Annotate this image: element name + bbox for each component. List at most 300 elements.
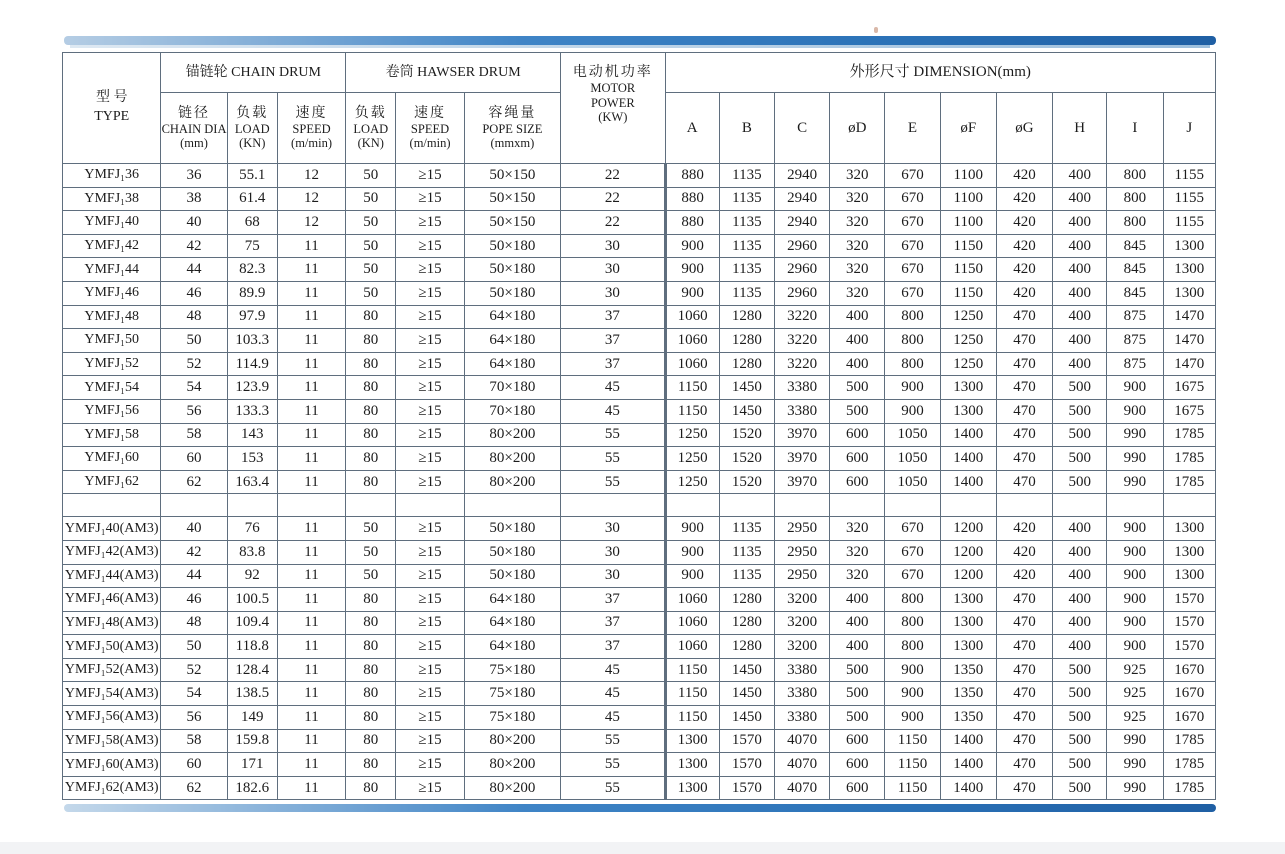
table-cell: 1300 xyxy=(940,399,996,423)
dimension-header: 外形尺寸 DIMENSION(mm) xyxy=(665,53,1215,93)
top-accent-shadow xyxy=(70,45,1210,48)
table-cell: ≥15 xyxy=(396,776,464,800)
table-cell: 50 xyxy=(346,258,396,282)
table-cell: 60 xyxy=(161,447,227,471)
table-cell: 80×200 xyxy=(464,470,560,494)
table-cell: 500 xyxy=(1053,776,1107,800)
table-cell: 500 xyxy=(1053,729,1107,753)
rope-size-unit: (mmxm) xyxy=(490,136,535,151)
hawser-load-unit: (KN) xyxy=(357,136,384,151)
table-cell: 30 xyxy=(561,258,665,282)
top-accent-bar xyxy=(64,36,1216,45)
table-cell: 1785 xyxy=(1163,729,1215,753)
table-cell: ≥15 xyxy=(396,588,464,612)
table-cell: 900 xyxy=(1107,611,1163,635)
table-cell: 30 xyxy=(561,234,665,258)
table-cell: 400 xyxy=(830,305,885,329)
table-cell: 470 xyxy=(996,376,1052,400)
table-cell: 11 xyxy=(277,234,345,258)
chain-speed-unit: (m/min) xyxy=(291,136,333,151)
table-cell: 1300 xyxy=(1163,564,1215,588)
table-cell: 400 xyxy=(1053,352,1107,376)
table-cell: 80 xyxy=(346,470,396,494)
table-cell: 4070 xyxy=(774,729,829,753)
table-cell: 1450 xyxy=(719,399,774,423)
model-cell: YMFJ₁50(AM3) xyxy=(63,635,161,659)
table-cell: 55 xyxy=(561,447,665,471)
table-cell: 22 xyxy=(561,211,665,235)
table-cell: 1450 xyxy=(719,706,774,730)
table-cell: ≥15 xyxy=(396,164,464,188)
dim-header-a: A xyxy=(665,93,719,164)
empty-cell xyxy=(830,494,885,517)
table-cell: 1250 xyxy=(665,470,719,494)
table-cell: 990 xyxy=(1107,447,1163,471)
table-cell: 1570 xyxy=(1163,588,1215,612)
table-cell: 2960 xyxy=(774,234,829,258)
table-cell: 50 xyxy=(161,329,227,353)
table-cell: 80 xyxy=(346,658,396,682)
table-cell: 30 xyxy=(561,281,665,305)
table-cell: 420 xyxy=(996,187,1052,211)
table-cell: 1100 xyxy=(940,164,996,188)
table-cell: 875 xyxy=(1107,352,1163,376)
table-cell: ≥15 xyxy=(396,376,464,400)
model-cell: YMFJ₁50 xyxy=(63,329,161,353)
table-row xyxy=(63,540,1216,564)
table-cell: 3380 xyxy=(774,682,829,706)
table-cell: 1785 xyxy=(1163,423,1215,447)
chain-speed-en: SPEED xyxy=(292,121,331,136)
table-cell: 80 xyxy=(346,423,396,447)
table-cell: 1200 xyxy=(940,564,996,588)
hawser-drum-header: 卷筒 HAWSER DRUM xyxy=(346,53,561,93)
table-cell: 4070 xyxy=(774,776,829,800)
table-row xyxy=(63,729,1216,753)
table-cell: ≥15 xyxy=(396,187,464,211)
table-cell: 3200 xyxy=(774,611,829,635)
table-cell: 55 xyxy=(561,776,665,800)
table-cell: 800 xyxy=(1107,164,1163,188)
table-cell: 37 xyxy=(561,352,665,376)
table-cell: 1135 xyxy=(719,517,774,541)
table-cell: 400 xyxy=(1053,611,1107,635)
table-cell: 670 xyxy=(885,564,940,588)
table-cell: 3200 xyxy=(774,635,829,659)
table-cell: 1670 xyxy=(1163,658,1215,682)
chain-dia-unit: (mm) xyxy=(180,136,208,151)
table-cell: 1150 xyxy=(665,376,719,400)
table-cell: 1670 xyxy=(1163,682,1215,706)
table-cell: 80 xyxy=(346,352,396,376)
table-cell: 1400 xyxy=(940,729,996,753)
table-cell: 600 xyxy=(830,423,885,447)
table-cell: 500 xyxy=(1053,682,1107,706)
dim-header-g: øG xyxy=(996,93,1052,164)
table-cell: 470 xyxy=(996,423,1052,447)
table-cell: 50×180 xyxy=(464,564,560,588)
table-cell: 3380 xyxy=(774,376,829,400)
table-cell: 46 xyxy=(161,588,227,612)
table-cell: 470 xyxy=(996,588,1052,612)
table-cell: ≥15 xyxy=(396,635,464,659)
table-cell: 22 xyxy=(561,164,665,188)
table-cell: 1400 xyxy=(940,753,996,777)
table-cell: 92 xyxy=(227,564,277,588)
motor-header-en2: POWER xyxy=(590,95,635,110)
table-cell: 420 xyxy=(996,211,1052,235)
table-cell: 1675 xyxy=(1163,376,1215,400)
table-cell: 80 xyxy=(346,305,396,329)
table-cell: 1300 xyxy=(1163,281,1215,305)
table-cell: 900 xyxy=(1107,517,1163,541)
table-cell: ≥15 xyxy=(396,470,464,494)
table-cell: 800 xyxy=(885,635,940,659)
table-cell: 1100 xyxy=(940,187,996,211)
empty-cell xyxy=(227,494,277,517)
table-cell: 1050 xyxy=(885,423,940,447)
table-cell: 1470 xyxy=(1163,329,1215,353)
table-cell: 80 xyxy=(346,329,396,353)
empty-cell xyxy=(1053,494,1107,517)
table-cell: 670 xyxy=(885,187,940,211)
table-cell: 900 xyxy=(885,658,940,682)
model-cell: YMFJ₁54(AM3) xyxy=(63,682,161,706)
table-cell: 123.9 xyxy=(227,376,277,400)
table-cell: 1670 xyxy=(1163,706,1215,730)
model-cell: YMFJ₁56(AM3) xyxy=(63,706,161,730)
table-cell: 1300 xyxy=(940,611,996,635)
table-cell: 38 xyxy=(161,187,227,211)
table-row xyxy=(63,352,1216,376)
table-cell: 1250 xyxy=(665,447,719,471)
table-cell: 80 xyxy=(346,729,396,753)
table-cell: 11 xyxy=(277,753,345,777)
table-row xyxy=(63,399,1216,423)
table-cell: 800 xyxy=(885,611,940,635)
table-cell: 1300 xyxy=(1163,517,1215,541)
table-cell: 68 xyxy=(227,211,277,235)
table-cell: 42 xyxy=(161,234,227,258)
hawser-speed-header xyxy=(396,93,464,164)
table-cell: 12 xyxy=(277,164,345,188)
dim-header-f: øF xyxy=(940,93,996,164)
table-cell: 83.8 xyxy=(227,540,277,564)
table-row xyxy=(63,658,1216,682)
table-cell: 470 xyxy=(996,329,1052,353)
table-cell: 1300 xyxy=(940,376,996,400)
table-cell: 420 xyxy=(996,564,1052,588)
dim-header-j: J xyxy=(1163,93,1215,164)
table-cell: 64×180 xyxy=(464,635,560,659)
table-cell: 400 xyxy=(830,635,885,659)
table-cell: 470 xyxy=(996,611,1052,635)
table-cell: 1280 xyxy=(719,329,774,353)
table-cell: 1150 xyxy=(665,706,719,730)
motor-header-cn: 电动机功率 xyxy=(572,65,653,81)
table-cell: 89.9 xyxy=(227,281,277,305)
table-cell: 11 xyxy=(277,658,345,682)
table-cell: 11 xyxy=(277,447,345,471)
table-cell: 1300 xyxy=(665,753,719,777)
table-cell: 1135 xyxy=(719,234,774,258)
table-cell: 420 xyxy=(996,517,1052,541)
table-cell: 670 xyxy=(885,211,940,235)
table-cell: ≥15 xyxy=(396,706,464,730)
table-cell: 44 xyxy=(161,258,227,282)
table-row xyxy=(63,211,1216,235)
table-row xyxy=(63,682,1216,706)
table-cell: 2950 xyxy=(774,564,829,588)
table-cell: 62 xyxy=(161,470,227,494)
table-cell: 420 xyxy=(996,164,1052,188)
table-cell: 37 xyxy=(561,329,665,353)
table-cell: 55.1 xyxy=(227,164,277,188)
table-cell: 1280 xyxy=(719,611,774,635)
table-cell: 133.3 xyxy=(227,399,277,423)
table-cell: 320 xyxy=(830,234,885,258)
table-cell: 1150 xyxy=(885,729,940,753)
table-cell: 600 xyxy=(830,470,885,494)
table-cell: 1250 xyxy=(940,352,996,376)
table-cell: 400 xyxy=(1053,635,1107,659)
table-cell: ≥15 xyxy=(396,234,464,258)
table-cell: 118.8 xyxy=(227,635,277,659)
table-row xyxy=(63,447,1216,471)
table-cell: 70×180 xyxy=(464,399,560,423)
table-cell: 1520 xyxy=(719,447,774,471)
table-cell: 80×200 xyxy=(464,776,560,800)
table-cell: 925 xyxy=(1107,682,1163,706)
table-cell: 45 xyxy=(561,399,665,423)
table-cell: 500 xyxy=(830,706,885,730)
table-cell: 1135 xyxy=(719,211,774,235)
table-cell: 1060 xyxy=(665,588,719,612)
model-cell: YMFJ₁36 xyxy=(63,164,161,188)
table-cell: 400 xyxy=(830,611,885,635)
table-row xyxy=(63,635,1216,659)
table-cell: 45 xyxy=(561,682,665,706)
empty-cell xyxy=(161,494,227,517)
table-cell: 1400 xyxy=(940,423,996,447)
table-cell: 40 xyxy=(161,211,227,235)
table-cell: 54 xyxy=(161,682,227,706)
table-cell: 470 xyxy=(996,470,1052,494)
table-cell: 11 xyxy=(277,706,345,730)
table-cell: 470 xyxy=(996,753,1052,777)
table-cell: 109.4 xyxy=(227,611,277,635)
model-cell: YMFJ₁48(AM3) xyxy=(63,611,161,635)
table-cell: 153 xyxy=(227,447,277,471)
table-cell: 55 xyxy=(561,729,665,753)
table-cell: 80 xyxy=(346,682,396,706)
table-cell: 45 xyxy=(561,658,665,682)
table-cell: 670 xyxy=(885,258,940,282)
table-cell: 1350 xyxy=(940,658,996,682)
table-cell: 12 xyxy=(277,211,345,235)
empty-cell xyxy=(996,494,1052,517)
chain-load-unit: (KN) xyxy=(239,136,266,151)
table-cell: 470 xyxy=(996,682,1052,706)
empty-cell xyxy=(1107,494,1163,517)
hawser-load-en: LOAD xyxy=(353,121,389,136)
model-cell: YMFJ₁62(AM3) xyxy=(63,776,161,800)
table-cell: 46 xyxy=(161,281,227,305)
table-cell: 70×180 xyxy=(464,376,560,400)
table-cell: 11 xyxy=(277,329,345,353)
table-cell: 500 xyxy=(1053,447,1107,471)
table-cell: 2940 xyxy=(774,211,829,235)
table-cell: 11 xyxy=(277,399,345,423)
chain-drum-header: 锚链轮 CHAIN DRUM xyxy=(161,53,346,93)
table-cell: 1450 xyxy=(719,682,774,706)
table-cell: 80 xyxy=(346,447,396,471)
hawser-load-header xyxy=(346,93,396,164)
table-cell: 1280 xyxy=(719,352,774,376)
table-cell: 670 xyxy=(885,164,940,188)
table-cell: 1350 xyxy=(940,706,996,730)
table-cell: 900 xyxy=(885,682,940,706)
table-cell: 500 xyxy=(830,658,885,682)
table-cell: 3970 xyxy=(774,423,829,447)
table-cell: 1135 xyxy=(719,258,774,282)
table-cell: 80 xyxy=(346,376,396,400)
table-cell: 1400 xyxy=(940,470,996,494)
table-cell: 11 xyxy=(277,423,345,447)
dim-header-b: B xyxy=(719,93,774,164)
scan-speck xyxy=(874,27,878,33)
table-row xyxy=(63,329,1216,353)
table-cell: 470 xyxy=(996,635,1052,659)
table-cell: 845 xyxy=(1107,281,1163,305)
table-cell: 1280 xyxy=(719,635,774,659)
table-cell: 143 xyxy=(227,423,277,447)
table-cell: 925 xyxy=(1107,658,1163,682)
table-cell: 11 xyxy=(277,305,345,329)
table-cell: 80 xyxy=(346,776,396,800)
table-cell: 420 xyxy=(996,540,1052,564)
table-cell: 1450 xyxy=(719,376,774,400)
empty-cell xyxy=(464,494,560,517)
empty-cell xyxy=(561,494,665,517)
chain-speed-cn: 速度 xyxy=(295,105,328,121)
table-cell: 45 xyxy=(561,376,665,400)
table-cell: 61.4 xyxy=(227,187,277,211)
hawser-speed-en: SPEED xyxy=(410,121,450,136)
table-cell: 80 xyxy=(346,611,396,635)
table-cell: 2960 xyxy=(774,281,829,305)
table-row xyxy=(63,564,1216,588)
model-cell: YMFJ₁60(AM3) xyxy=(63,753,161,777)
table-cell: 1400 xyxy=(940,776,996,800)
table-cell: 3380 xyxy=(774,658,829,682)
table-row xyxy=(63,611,1216,635)
table-cell: 1300 xyxy=(940,588,996,612)
table-cell: 2950 xyxy=(774,540,829,564)
table-cell: 1150 xyxy=(940,258,996,282)
table-cell: 1060 xyxy=(665,611,719,635)
table-cell: 64×180 xyxy=(464,352,560,376)
empty-cell xyxy=(940,494,996,517)
rope-size-header xyxy=(464,93,560,164)
table-cell: ≥15 xyxy=(396,729,464,753)
table-cell: 11 xyxy=(277,564,345,588)
table-cell: 470 xyxy=(996,658,1052,682)
table-cell: 50 xyxy=(346,517,396,541)
table-cell: 320 xyxy=(830,517,885,541)
table-row xyxy=(63,164,1216,188)
model-cell: YMFJ₁56 xyxy=(63,399,161,423)
table-cell: 900 xyxy=(885,399,940,423)
table-cell: 100.5 xyxy=(227,588,277,612)
table-cell: 1135 xyxy=(719,564,774,588)
table-cell: 182.6 xyxy=(227,776,277,800)
table-cell: 2960 xyxy=(774,258,829,282)
table-cell: 420 xyxy=(996,281,1052,305)
empty-cell xyxy=(774,494,829,517)
table-cell: 80 xyxy=(346,399,396,423)
table-cell: 1470 xyxy=(1163,305,1215,329)
table-cell: 1470 xyxy=(1163,352,1215,376)
table-cell: 64×180 xyxy=(464,329,560,353)
table-cell: ≥15 xyxy=(396,682,464,706)
table-cell: 149 xyxy=(227,706,277,730)
table-row xyxy=(63,706,1216,730)
table-cell: 55 xyxy=(561,470,665,494)
table-cell: 420 xyxy=(996,258,1052,282)
table-cell: 1250 xyxy=(940,305,996,329)
model-cell: YMFJ₁40(AM3) xyxy=(63,517,161,541)
table-cell: 2950 xyxy=(774,517,829,541)
table-cell: 159.8 xyxy=(227,729,277,753)
table-cell: 1135 xyxy=(719,540,774,564)
table-cell: 1155 xyxy=(1163,187,1215,211)
table-cell: 320 xyxy=(830,258,885,282)
table-cell: 44 xyxy=(161,564,227,588)
table-cell: ≥15 xyxy=(396,258,464,282)
table-cell: 1100 xyxy=(940,211,996,235)
dim-header-d: øD xyxy=(830,93,885,164)
table-cell: 80 xyxy=(346,588,396,612)
table-cell: 55 xyxy=(561,753,665,777)
table-cell: 48 xyxy=(161,611,227,635)
model-cell: YMFJ₁48 xyxy=(63,305,161,329)
table-cell: 3380 xyxy=(774,706,829,730)
table-cell: ≥15 xyxy=(396,305,464,329)
empty-cell xyxy=(396,494,464,517)
table-cell: 500 xyxy=(1053,376,1107,400)
table-cell: 500 xyxy=(1053,658,1107,682)
table-cell: 500 xyxy=(1053,423,1107,447)
table-cell: 50 xyxy=(161,635,227,659)
table-cell: 80 xyxy=(346,753,396,777)
table-cell: 880 xyxy=(665,187,719,211)
table-cell: 900 xyxy=(665,258,719,282)
table-cell: ≥15 xyxy=(396,611,464,635)
table-cell: 80×200 xyxy=(464,729,560,753)
table-cell: 1300 xyxy=(940,635,996,659)
table-cell: 1060 xyxy=(665,635,719,659)
table-cell: 600 xyxy=(830,447,885,471)
table-cell: 800 xyxy=(885,305,940,329)
table-cell: 12 xyxy=(277,187,345,211)
table-cell: 52 xyxy=(161,658,227,682)
table-cell: 1280 xyxy=(719,305,774,329)
table-cell: 2940 xyxy=(774,164,829,188)
table-cell: 670 xyxy=(885,234,940,258)
group-separator-row xyxy=(63,494,1216,517)
table-cell: 1060 xyxy=(665,352,719,376)
